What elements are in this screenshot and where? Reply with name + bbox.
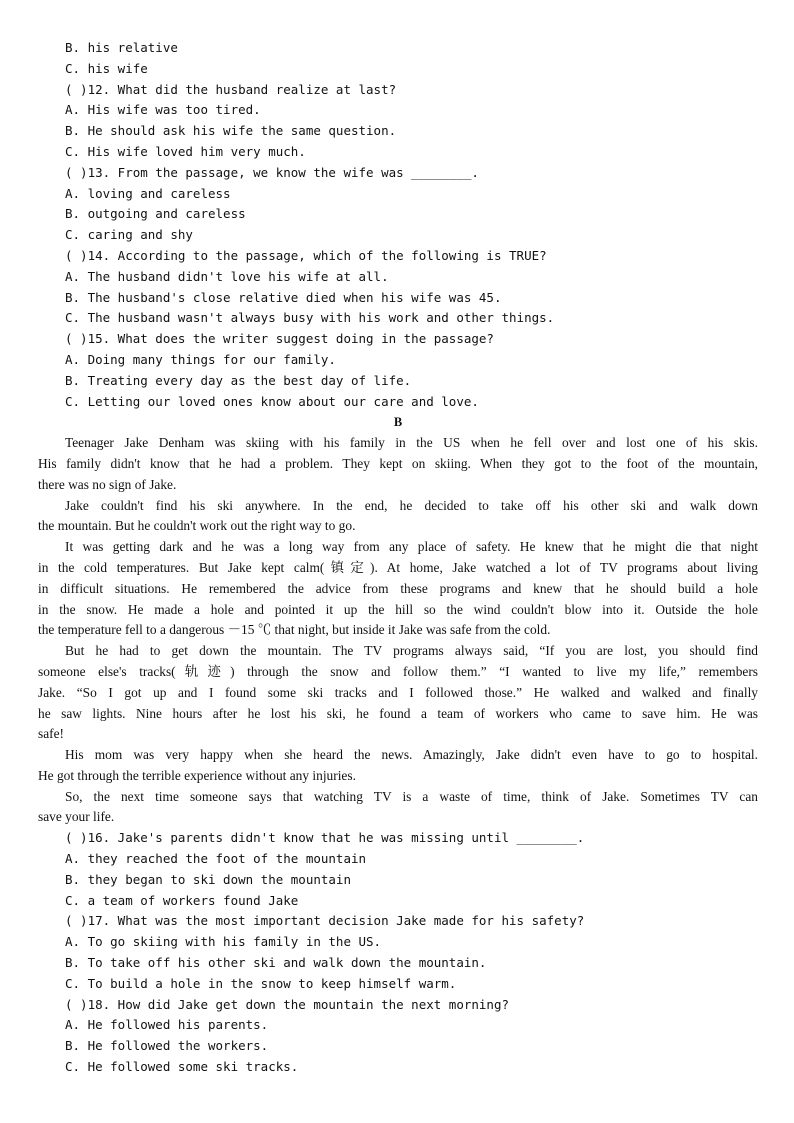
reading-passage-b: [38, 433, 758, 828]
option-line: B. He followed the workers.: [65, 1038, 269, 1054]
paragraph-line: he saw lights. Nine hours after he lost his ski, he found a team of workers who came to save him. He was: [38, 705, 758, 721]
question-line: ( )12. What did the husband realize at last?: [65, 81, 397, 97]
option-line: C. He followed some ski tracks.: [65, 1059, 299, 1075]
paragraph-line: the mountain. But he couldn't work out the right way to go.: [38, 518, 356, 534]
paragraph-line: His family didn't know that he had a problem. They kept on skiing. When they got to the foot of the mountain,: [38, 455, 758, 471]
paragraph: [38, 787, 758, 829]
option-line: B. The husband's close relative died when his wife was 45.: [65, 289, 502, 305]
option-line: A. loving and careless: [65, 185, 231, 201]
paragraph-line: in the cold temperatures. But Jake kept calm(镇定). At home, Jake watched a lot of TV programs about living: [38, 559, 758, 575]
option-line: C. To build a hole in the snow to keep himself warm.: [65, 975, 457, 991]
paragraph: [38, 496, 758, 538]
paragraph-line: the temperature fell to a dangerous －15 ℃ that night, but inside it Jake was safe from the cold.: [38, 622, 551, 638]
paragraph-line: His mom was very happy when she heard the news. Amazingly, Jake didn't even have to go to hospital.: [65, 747, 758, 763]
paragraph-line: Teenager Jake Denham was skiing with his family in the US when he fell over and lost one of his skis.: [65, 435, 758, 451]
question-line: ( )13. From the passage, we know the wife was ________.: [65, 164, 479, 180]
option-line: A. they reached the foot of the mountain: [65, 851, 367, 867]
paragraph: [38, 745, 758, 787]
section-title: B: [393, 415, 403, 430]
option-line: A. His wife was too tired.: [65, 102, 261, 118]
question-line: ( )14. According to the passage, which of the following is TRUE?: [65, 247, 547, 263]
paragraph-line: safe!: [38, 726, 65, 742]
option-line: C. The husband wasn't always busy with his work and other things.: [65, 310, 555, 326]
option-line: B. they began to ski down the mountain: [65, 871, 351, 887]
option-line: A. Doing many things for our family.: [65, 351, 336, 367]
option-line: A. He followed his parents.: [65, 1017, 269, 1033]
paragraph-line: save your life.: [38, 809, 115, 825]
option-line: C. caring and shy: [65, 227, 193, 243]
paragraph-line: in the snow. He made a hole and pointed it up the hill so the wind couldn't blow into it. Outside the hole: [38, 601, 758, 617]
paragraph-line: But he had to get down the mountain. The TV programs always said, “If you are lost, you should find: [65, 643, 758, 659]
paragraph: [38, 641, 758, 745]
option-line: B. He should ask his wife the same question.: [65, 123, 397, 139]
option-line: A. The husband didn't love his wife at all.: [65, 268, 389, 284]
option-line: A. To go skiing with his family in the US.: [65, 934, 382, 950]
paragraph-line: there was no sign of Jake.: [38, 476, 177, 492]
option-line: C. Letting our loved ones know about our care and love.: [65, 393, 479, 409]
option-line: C. His wife loved him very much.: [65, 143, 306, 159]
option-line: C. his wife: [65, 60, 148, 76]
document-page: [38, 38, 758, 1078]
questions-part-a: [38, 38, 758, 412]
paragraph-line: Jake. “So I got up and I found some ski tracks and I followed those.” He walked and walked and finally: [38, 684, 758, 700]
paragraph-line: So, the next time someone says that watching TV is a waste of time, think of Jake. Sometimes TV can: [65, 788, 758, 804]
option-line: B. To take off his other ski and walk down the mountain.: [65, 955, 487, 971]
option-line: B. outgoing and careless: [65, 206, 246, 222]
paragraph-line: It was getting dark and he was a long way from any place of safety. He knew that he might die that night: [65, 539, 758, 555]
paragraph-line: in difficult situations. He remembered the advice from these programs and knew that he should build a hole: [38, 580, 758, 596]
paragraph: [38, 433, 758, 495]
paragraph-line: Jake couldn't find his ski anywhere. In the end, he decided to take off his other ski and walk down: [65, 497, 758, 513]
question-line: ( )16. Jake's parents didn't know that he was missing until ________.: [65, 830, 585, 846]
questions-part-b: [38, 828, 758, 1078]
option-line: B. his relative: [65, 40, 178, 55]
option-line: B. Treating every day as the best day of life.: [65, 372, 412, 388]
question-line: ( )18. How did Jake get down the mountain the next morning?: [65, 996, 510, 1012]
paragraph-line: someone else's tracks(轨迹) through the snow and follow them.” “I wanted to live my life,” remembers: [38, 663, 758, 679]
paragraph-line: He got through the terrible experience without any injuries.: [38, 767, 356, 783]
option-line: C. a team of workers found Jake: [65, 892, 299, 908]
question-line: ( )17. What was the most important decision Jake made for his safety?: [65, 913, 585, 929]
question-line: ( )15. What does the writer suggest doing in the passage?: [65, 331, 494, 347]
paragraph: [38, 537, 758, 641]
